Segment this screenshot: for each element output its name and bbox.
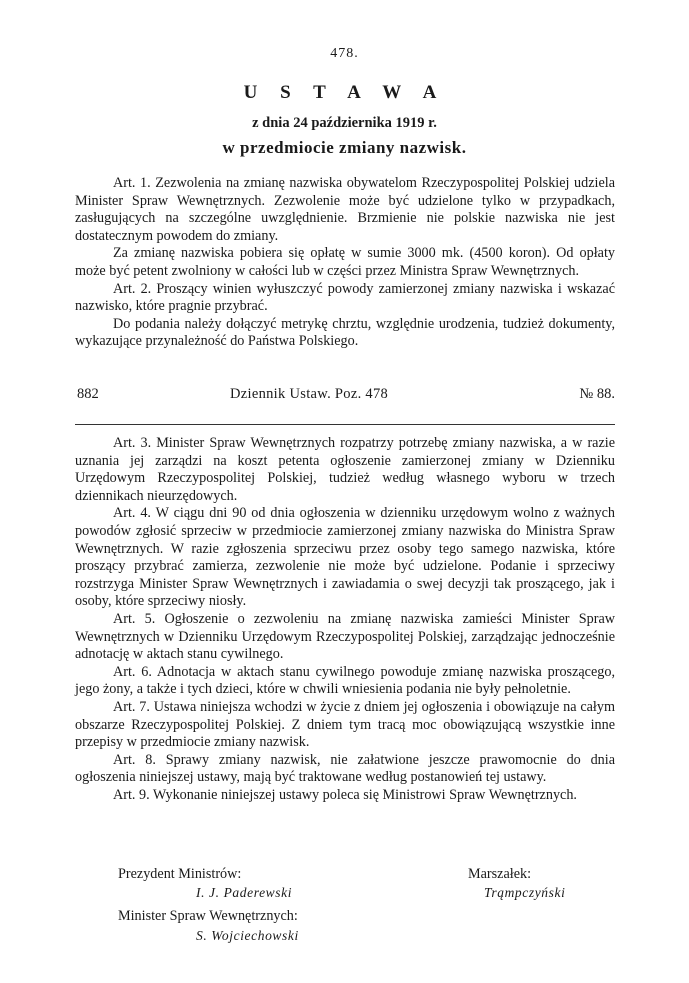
minister-signature: S. Wojciechowski — [196, 928, 299, 943]
article-1-paragraph: Art. 1. Zezwolenia na zmianę nazwiska obywatelom Rzeczypospolitej Polskiej udziela Minister Spraw Wewnętrznych. Zezwolenie może być udzielone tylko w przypadkach, zasługujących na szczególne uwzględnienie. Brzmienie nie polskie nazwiska nie jest dostatecznym powodem do zmiany. — [75, 175, 615, 244]
article-7-paragraph: Art. 7. Ustawa niniejsza wchodzi w życie z dniem jej ogłoszenia i obowiązuje na całym obszarze Rzeczypospolitej Polskiej. Z dniem tym tracą moc obowiązującą wszystkie inne przepisy w przedmiocie zmiany nazwisk. — [75, 698, 615, 751]
marshal-title: Marszałek: — [468, 866, 532, 882]
article-4-paragraph: Art. 4. W ciągu dni 90 od dnia ogłoszenia w dzienniku urzędowym wolno z ważnych powodów zgłosić sprzeciw w przedmiocie zamierzonej zmiany nazwiska do Ministra Spraw Wewnętrznych. W razie zgłoszenia sprzeciwu przez osoby tego samego nazwiska, które proszący przybrać zamierza, zezwolenie nie może być udzielone. Podanie i sprzeciwy rozstrzyga Minister Spraw Wewnętrznych i zawiadamia o swej decyzji tak proszącego, jak i osoby, które sprzeciwy niosły. — [75, 505, 615, 610]
minister-title: Minister Spraw Wewnętrznych: — [118, 908, 298, 924]
documents-paragraph: Do podania należy dołączyć metrykę chrztu, względnie urodzenia, tudzież dokumenty, wykazujące przynależność do Państwa Polskiego. — [75, 315, 615, 350]
law-subject: w przedmiocie zmiany nazwisk. — [222, 138, 467, 157]
page-number: 882 — [77, 386, 99, 402]
fee-paragraph: Za zmianę nazwiska pobiera się opłatę w sumie 3000 mk. (4500 koron). Od opłaty może być petent zwolniony w całości lub w części przez Ministra Spraw Wewnętrznych. — [75, 245, 615, 279]
article-5-paragraph: Art. 5. Ogłoszenie o zezwoleniu na zmianę nazwiska zamieści Minister Spraw Wewnętrznych w Dzienniku Urzędowym Rzeczypospolitej Polskiej, zarządzając jednocześnie adnotację w aktach stanu cywilnego. — [75, 610, 615, 663]
header-divider — [75, 424, 615, 425]
president-title: Prezydent Ministrów: — [118, 866, 242, 882]
marshal-signature: Trąmpczyński — [484, 885, 566, 900]
law-text-top — [75, 175, 615, 351]
article-2-paragraph: Art. 2. Proszący winien wyłuszczyć powody zamierzonej zmiany nazwiska i wskazać nazwisko, które pragnie przybrać. — [75, 280, 615, 315]
law-title: U S T A W A — [243, 82, 446, 103]
law-date: z dnia 24 października 1919 r. — [252, 115, 437, 131]
article-9-paragraph: Art. 9. Wykonanie niniejszej ustawy poleca się Ministrowi Spraw Wewnętrznych. — [113, 786, 577, 803]
article-8-paragraph: Art. 8. Sprawy zmiany nazwisk, nie załatwione jeszcze prawomocnie do dnia ogłoszenia niniejszej ustawy, mają być traktowane według postanowień tej ustawy. — [75, 751, 615, 786]
article-3-paragraph: Art. 3. Minister Spraw Wewnętrznych rozpatrzy potrzebę zmiany nazwiska, a w razie uznania jej zarządzi na koszt petenta ogłoszenie zamierzonej zmiany w Dzienniku Urzędowym Rzeczypospolitej Polskiej, tudzież według własnego wyboru w trzech dziennikach nieurzędowych. — [75, 435, 615, 504]
president-signature: I. J. Paderewski — [196, 885, 293, 900]
law-text-bottom — [75, 435, 615, 804]
page-running-header — [75, 386, 615, 404]
position-number: 478. — [330, 46, 359, 61]
article-6-paragraph: Art. 6. Adnotacja w aktach stanu cywilnego powoduje zmianę nazwiska proszącego, jego żony, a także i tych dzieci, które w chwili wniesienia podania nie były pełnoletnie. — [75, 663, 615, 698]
journal-title: Dziennik Ustaw. Poz. 478 — [230, 386, 389, 402]
issue-number: № 88. — [579, 386, 615, 402]
